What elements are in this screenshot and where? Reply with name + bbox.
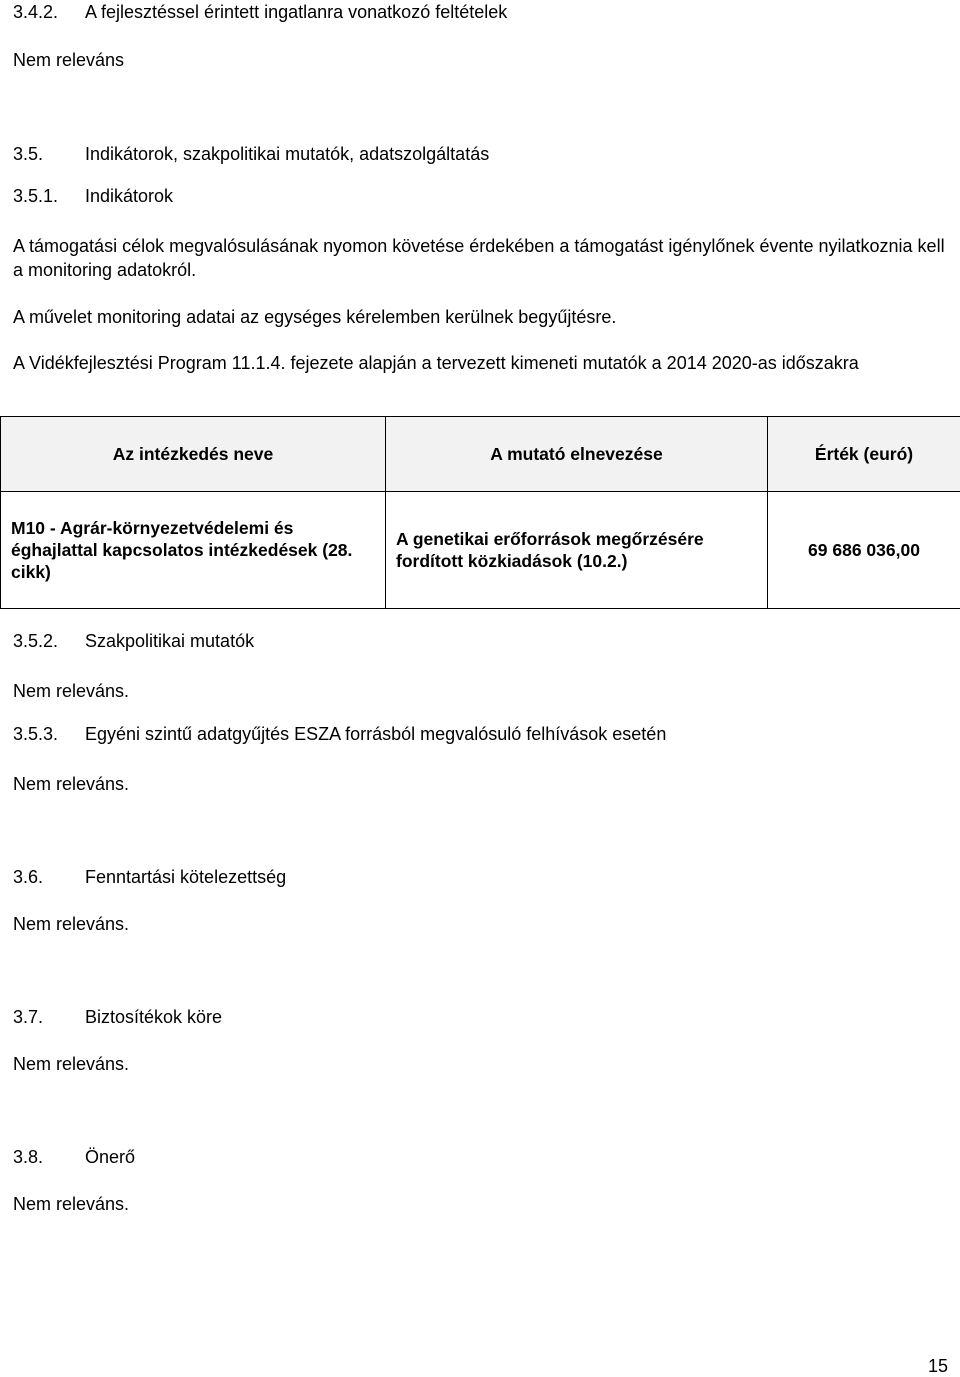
heading-3-5: [13, 143, 489, 165]
indicator-table: [0, 416, 960, 609]
heading-title: Biztosítékok köre: [85, 1007, 222, 1027]
heading-3-5-2: [13, 630, 254, 652]
heading-title: A fejlesztéssel érintett ingatlanra vonatkozó feltételek: [85, 2, 507, 22]
page-number: 15: [928, 1356, 948, 1377]
column-header-value: Érték (euró): [768, 417, 960, 492]
heading-title: Indikátorok, szakpolitikai mutatók, adatszolgáltatás: [85, 144, 489, 164]
table-header-row: [1, 417, 960, 492]
heading-3-8: [13, 1146, 135, 1168]
column-header-indicator: A mutató elnevezése: [386, 417, 768, 492]
heading-3-6: [13, 866, 286, 888]
heading-title: Indikátorok: [85, 186, 173, 206]
cell-indicator: A genetikai erőforrások megőrzésére fordított közkiadások (10.2.): [386, 492, 768, 609]
heading-title: Egyéni szintű adatgyűjtés ESZA forrásból megvalósuló felhívások esetén: [85, 724, 666, 744]
heading-3-4-2: [13, 1, 507, 23]
cell-value: 69 686 036,00: [768, 492, 960, 609]
not-relevant-text: Nem releváns.: [13, 680, 129, 702]
heading-number: 3.8.: [13, 1146, 85, 1168]
heading-title: Szakpolitikai mutatók: [85, 631, 254, 651]
not-relevant-text: Nem releváns.: [13, 1053, 129, 1075]
cell-measure: M10 - Agrár-környezetvédelemi és éghajlattal kapcsolatos intézkedések (28. cikk): [1, 492, 386, 609]
heading-3-5-3: [13, 723, 666, 745]
heading-3-5-1: [13, 185, 173, 207]
not-relevant-text: Nem releváns.: [13, 913, 129, 935]
heading-number: 3.4.2.: [13, 1, 85, 23]
heading-number: 3.6.: [13, 866, 85, 888]
heading-number: 3.7.: [13, 1006, 85, 1028]
heading-number: 3.5.: [13, 143, 85, 165]
heading-number: 3.5.3.: [13, 723, 85, 745]
not-relevant-text: Nem releváns: [13, 49, 124, 71]
heading-number: 3.5.2.: [13, 630, 85, 652]
heading-number: 3.5.1.: [13, 185, 85, 207]
table-row: [1, 492, 960, 609]
heading-title: Fenntartási kötelezettség: [85, 867, 286, 887]
paragraph-data-collection: A művelet monitoring adatai az egységes kérelemben kerülnek begyűjtésre.: [13, 305, 948, 329]
heading-3-7: [13, 1006, 222, 1028]
heading-title: Önerő: [85, 1147, 135, 1167]
not-relevant-text: Nem releváns.: [13, 773, 129, 795]
not-relevant-text: Nem releváns.: [13, 1193, 129, 1215]
paragraph-monitoring: A támogatási célok megvalósulásának nyomon követése érdekében a támogatást igénylőnek évente nyilatkoznia kell a monitoring adatokról.: [13, 234, 948, 282]
paragraph-program: A Vidékfejlesztési Program 11.1.4. fejezete alapján a tervezett kimeneti mutatók a 2014 2020-as időszakra: [13, 351, 948, 375]
column-header-measure: Az intézkedés neve: [1, 417, 386, 492]
